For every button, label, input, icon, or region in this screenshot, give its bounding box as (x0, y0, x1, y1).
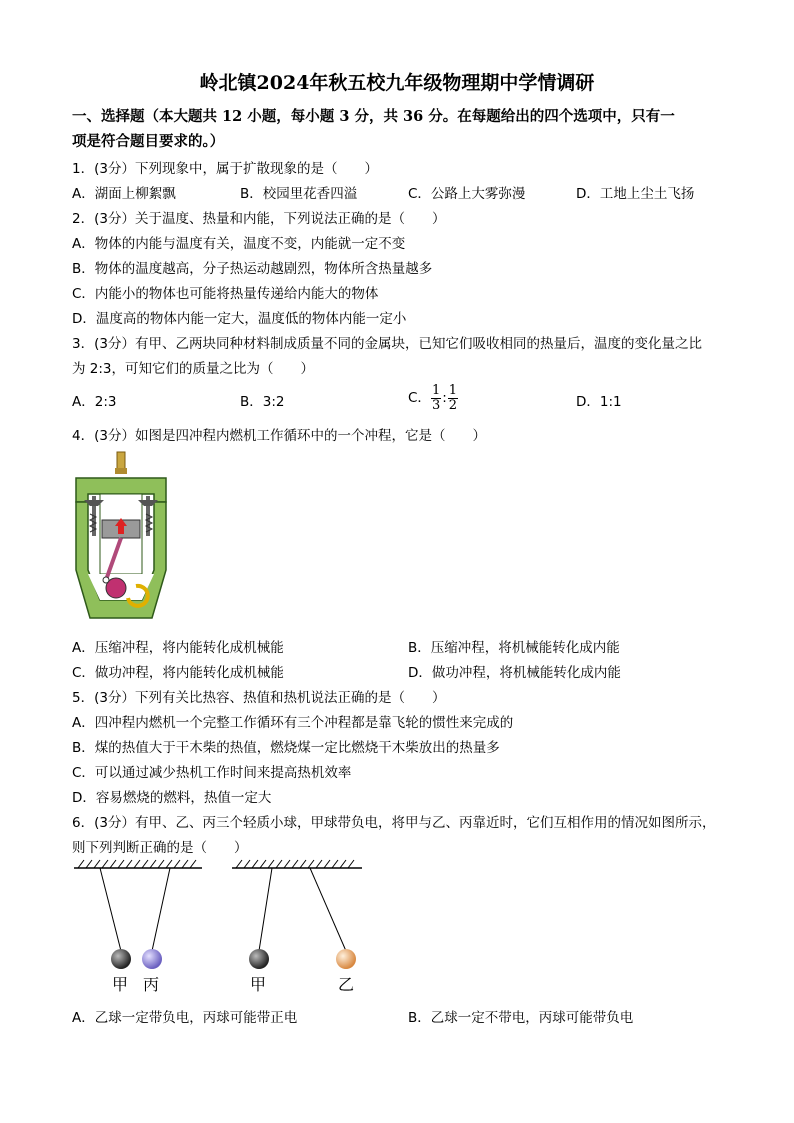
label-jia-right: 甲 (250, 975, 267, 994)
string-right-a (259, 868, 272, 951)
ball-bing (142, 949, 162, 969)
fraction-one-third: $\frac{1}{3}$ (431, 382, 441, 413)
spark-plug (117, 452, 125, 470)
q4-option-d: D．做功冲程，将机械能转化成内能 (408, 665, 621, 681)
q4-option-b: B．压缩冲程，将机械能转化成内能 (408, 640, 620, 656)
spark-plug-base (115, 468, 127, 474)
q1-option-c: C．公路上大雾弥漫 (408, 186, 526, 202)
fraction-one-half: $\frac{1}{2}$ (448, 382, 458, 413)
ceiling-left-hatch (78, 860, 196, 868)
ceiling-right-hatch (236, 860, 354, 868)
question-1-stem: 1．(3分）下列现象中，属于扩散现象的是（ ） (72, 161, 378, 177)
engine-diagram (70, 450, 174, 626)
q2-option-c: C．内能小的物体也可能将热量传递给内能大的物体 (72, 286, 379, 302)
crank-pin (103, 577, 109, 583)
q4-option-a: A．压缩冲程，将内能转化成机械能 (72, 640, 284, 656)
q6-option-b: B．乙球一定不带电，丙球可能带负电 (408, 1010, 634, 1026)
question-2-stem: 2．(3分）关于温度、热量和内能，下列说法正确的是（ ） (72, 211, 446, 227)
section-heading-line2: 项是符合题目要求的。） (72, 133, 225, 150)
string-left-a (100, 868, 121, 951)
ball-jia-left (111, 949, 131, 969)
question-6-stem-line1: 6．(3分）有甲、乙、丙三个轻质小球，甲球带负电，将甲与乙、丙靠近时，它们互相作用的情况如图所示， (72, 815, 716, 831)
question-4-stem: 4．(3分）如图是四冲程内燃机工作循环中的一个冲程，它是（ ） (72, 428, 486, 444)
label-bing: 丙 (143, 975, 160, 994)
q3-option-d: D．1:1 (576, 394, 622, 410)
q3-option-c: C． $\frac{1}{3}$ : $\frac{1}{2}$ (408, 382, 458, 413)
q1-option-d: D．工地上尘土飞扬 (576, 186, 695, 202)
question-6-stem-line2: 则下列判断正确的是（ ） (72, 840, 248, 856)
ball-jia-right (249, 949, 269, 969)
q6-option-a: A．乙球一定带负电，丙球可能带正电 (72, 1010, 298, 1026)
ball-yi (336, 949, 356, 969)
q2-option-a: A．物体的内能与温度有关，温度不变，内能就一定不变 (72, 236, 406, 252)
string-right-b (310, 868, 346, 951)
q5-option-b: B．煤的热值大于干木柴的热值，燃烧煤一定比燃烧干木柴放出的热量多 (72, 740, 500, 756)
q3-option-c-label: C． (408, 390, 431, 406)
q5-option-d: D．容易燃烧的燃料，热值一定大 (72, 790, 272, 806)
q5-option-a: A．四冲程内燃机一个完整工作循环有三个冲程都是靠飞轮的惯性来完成的 (72, 715, 514, 731)
q3-option-a: A．2:3 (72, 394, 117, 410)
label-jia-left: 甲 (112, 975, 129, 994)
section-heading-line1: 一、选择题（本大题共 12 小题，每小题 3 分，共 36 分。在每题给出的四个选项中，只有一 (72, 108, 675, 125)
q2-option-b: B．物体的温度越高，分子热运动越剧烈，物体所含热量越多 (72, 261, 433, 277)
question-3-stem-line2: 为 2:3，可知它们的质量之比为（ ） (72, 361, 315, 377)
page-title: 岭北镇2024年秋五校九年级物理期中学情调研 (199, 72, 595, 94)
label-yi: 乙 (338, 975, 355, 994)
question-5-stem: 5．(3分）下列有关比热容、热值和热机说法正确的是（ ） (72, 690, 446, 706)
q2-option-d: D．温度高的物体内能一定大，温度低的物体内能一定小 (72, 311, 407, 327)
q1-option-a: A．湖面上柳絮飘 (72, 186, 176, 202)
q5-option-c: C．可以通过减少热机工作时间来提高热机效率 (72, 765, 352, 781)
q3-option-b: B．3:2 (240, 394, 285, 410)
q1-option-b: B．校园里花香四溢 (240, 186, 358, 202)
question-3-stem-line1: 3．(3分）有甲、乙两块同种材料制成质量不同的金属块，已知它们吸收相同的热量后，温度的变化量之比 (72, 336, 702, 352)
string-left-b (152, 868, 170, 951)
q4-option-c: C．做功冲程，将内能转化成机械能 (72, 665, 284, 681)
